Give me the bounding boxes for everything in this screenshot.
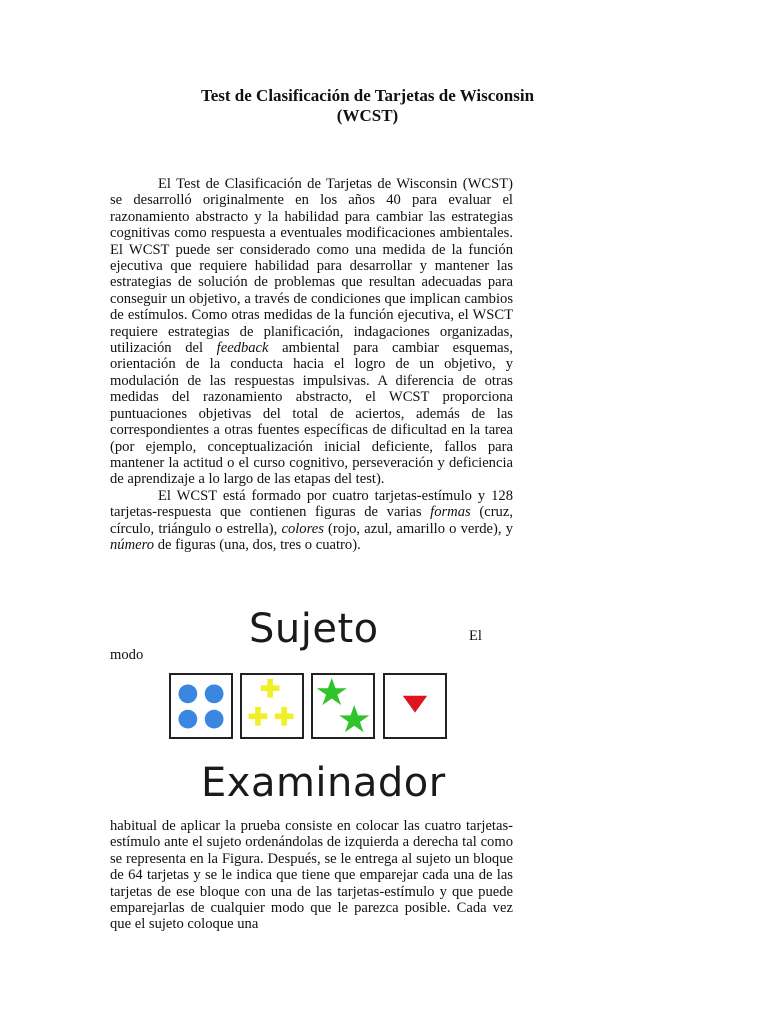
stimulus-card-triangle [383,673,447,739]
document-title [110,86,625,126]
side-text-el: El [469,628,482,644]
stimulus-card-stars [311,673,375,739]
stars-icon [313,675,373,737]
paragraph-block-1 [110,176,513,553]
paragraph-intro [110,176,513,488]
italic-feedback: feedback [216,340,269,357]
side-text-modo: modo [110,647,144,663]
paragraph-composition-part1: El WCST está formado por cuatro tarjetas-estímulo y 128 tarjetas-respuesta que contienen figuras de varias [110,487,513,521]
stimulus-card-crosses [240,673,304,739]
paragraph-composition-part2: (cruz, círculo, triángulo o estrella), [110,504,513,537]
italic-formas: formas [430,504,471,521]
figure-label-examinador: Examinador [201,760,446,806]
italic-colores: colores [281,520,324,537]
italic-numero: número [110,536,155,553]
paragraph-block-2 [110,818,513,933]
title-line-1: Test de Clasificación de Tarjetas de Wisconsin [200,86,535,105]
paragraph-intro-part1: El Test de Clasificación de Tarjetas de Wisconsin (WCST) se desarrolló originalmente en los años 40 para evaluar el razonamiento abstracto y la habilidad para cambiar las estrategias cognitivas como respuesta a eventuales modificaciones ambientales. El WCST puede ser considerado como una medida de la función ejecutiva que requiere habilidad para desarrollar y mantener las estrategias de solución de problemas que resultan adecuadas para conseguir un objetivo, a través de condiciones que implican cambios de estímulos. Como otras medidas de la función ejecutiva, el WSCT requiere estrategias de planificación, indagaciones organizadas, utilización del [110,176,513,357]
stimulus-card-circles [169,673,233,739]
paragraph-intro-part2: ambiental para cambiar esquemas, orientación de la conducta hacia el logro de un objetivo, y modulación de las respuestas impulsivas. A diferencia de otras medidas del razonamiento abstracto, el WCST proporciona puntuaciones objetivas del total de aciertos, además de las correspondientes a otras fuentes específicas de dificultad en la tarea (por ejemplo, conceptualización inicial deficiente, fallos para mantener la actitud o el curso cognitivo, perseveración y deficiencia de aprendizaje a lo largo de las etapas del test). [110,340,513,488]
circles-icon [171,675,231,737]
paragraph-procedure: habitual de aplicar la prueba consiste en colocar las cuatro tarjetas-estímulo ante el sujeto ordenándolas de izquierda a derecha tal como se representa en la Figura. Después, se le entrega al sujeto un bloque de 64 tarjetas y se le indica que tiene que emparejar cada una de las tarjetas de ese bloque con una de las tarjetas-estímulo y que puede emparejarlas de cualquier modo que le parezca posible. Cada vez que el sujeto coloque una [110,818,513,933]
triangle-icon [385,675,445,737]
title-line-2: (WCST) [336,106,399,125]
paragraph-composition-part3: (rojo, azul, amarillo o verde), y [323,520,514,537]
figure-label-sujeto: Sujeto [249,606,379,652]
crosses-icon [242,675,302,737]
paragraph-composition-part4: de figuras (una, dos, tres o cuatro). [154,536,361,553]
paragraph-composition [110,488,513,554]
wcst-figure [165,606,465,816]
